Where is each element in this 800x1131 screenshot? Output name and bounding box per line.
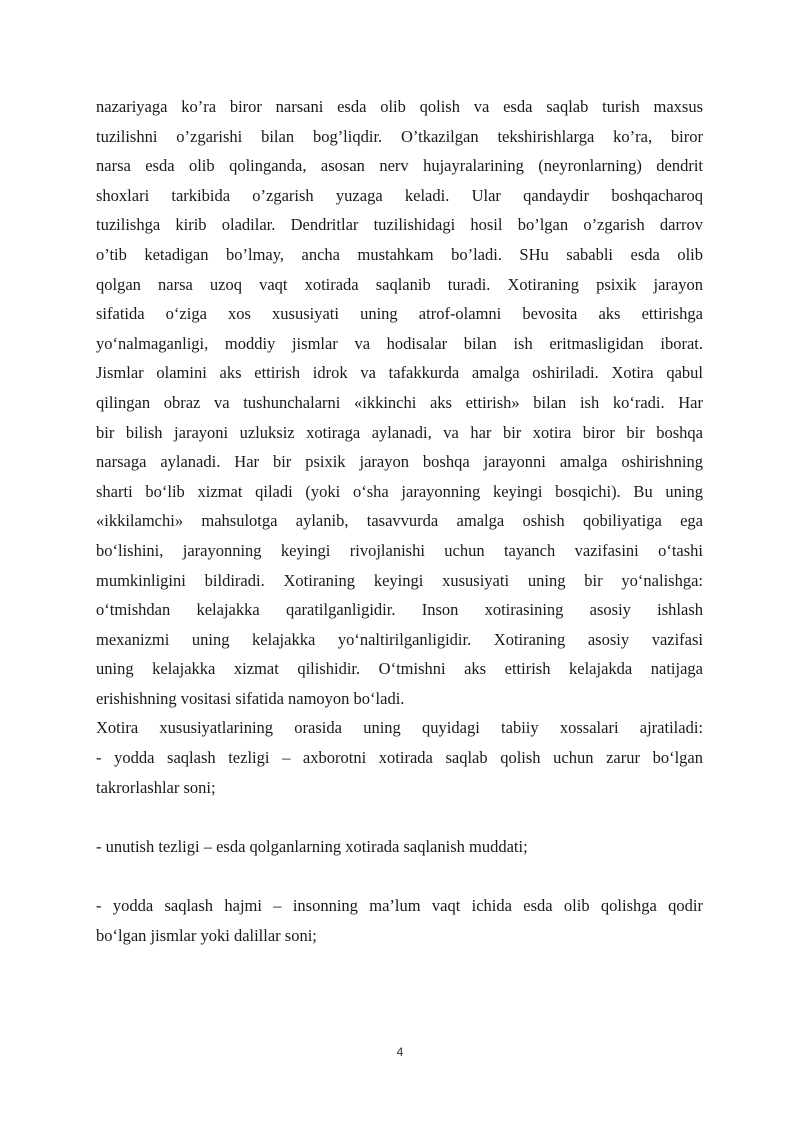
page-number: 4	[396, 1045, 404, 1059]
text-line: tuzilishni o’zgarishi bilan bog’liqdir. O’tkazilgan tekshirishlarga ko’ra, biror	[96, 126, 703, 146]
text-line: shoxlari tarkibida o’zgarish yuzaga keladi. Ular qandaydir boshqacharoq	[96, 185, 703, 205]
list-item-line: - yodda saqlash hajmi – insonning ma’lum vaqt ichida esda olib qolishga qodir	[96, 896, 703, 916]
text-line: o’tib ketadigan bo’lmay, ancha mustahkam bo’ladi. SHu sababli esda olib	[96, 244, 703, 264]
text-line: bo‘lishini, jarayonning keyingi rivojlanishi uchun tayanch vazifasini o‘tashi	[96, 540, 703, 560]
text-line: mexanizmi uning kelajakka yo‘naltirilganligidir. Xotiraning asosiy vazifasi	[96, 629, 703, 649]
text-line: uning kelajakka xizmat qilishidir. O‘tmishni aks ettirish kelajakda natijaga	[96, 659, 703, 679]
text-line: qolgan narsa uzoq vaqt xotirada saqlanib turadi. Xotiraning psixik jarayon	[96, 274, 703, 294]
spacer	[96, 802, 703, 832]
text-line: qilingan obraz va tushunchalarni «ikkinchi aks ettirish» bilan ish ko‘radi. Har	[96, 392, 703, 412]
spacer	[96, 861, 703, 891]
text-line: sifatida o‘ziga xos xususiyati uning atrof-olamni bevosita aks ettirishga	[96, 304, 703, 324]
text-line: tuzilishga kirib oladilar. Dendritlar tuzilishidagi hosil bo’lgan o’zgarish darrov	[96, 215, 703, 235]
text-line: bir bilish jarayoni uzluksiz xotiraga aylanadi, va har bir xotira biror bir boshqa	[96, 422, 703, 442]
list-item-line: takrorlashlar soni;	[96, 777, 216, 797]
text-line: mumkinligini bildiradi. Xotiraning keyingi xususiyati uning bir yo‘nalishga:	[96, 570, 703, 590]
text-line: narsa esda olib qolinganda, asosan nerv hujayralarining (neyronlarning) dendrit	[96, 156, 703, 176]
list-item-line: bo‘lgan jismlar yoki dalillar soni;	[96, 925, 317, 945]
text-line: narsaga aylanadi. Har bir psixik jarayon boshqa jarayonni amalga oshirishning	[96, 452, 703, 472]
text-line: erishishning vositasi sifatida namoyon bo‘ladi.	[96, 688, 405, 708]
text-line: yo‘nalmaganligi, moddiy jismlar va hodisalar bilan ish eritmasligidan iborat.	[96, 333, 703, 353]
text-line: Jismlar olamini aks ettirish idrok va tafakkurda amalga oshiriladi. Xotira qabul	[96, 363, 703, 383]
text-line: o‘tmishdan kelajakka qaratilganligidir. Inson xotirasining asosiy ishlash	[96, 600, 703, 620]
text-line: nazariyaga ko’ra biror narsani esda olib qolish va esda saqlab turish maxsus	[96, 97, 703, 116]
text-line: «ikkilamchi» mahsulotga aylanib, tasavvurda amalga oshish qobiliyatiga ega	[96, 511, 703, 531]
text-line: Xotira xususiyatlarining orasida uning quyidagi tabiiy xossalari ajratiladi:	[96, 718, 703, 738]
body-text	[96, 92, 703, 950]
text-line: sharti bo‘lib xizmat qiladi (yoki o‘sha jarayonning keyingi bosqichi). Bu uning	[96, 481, 703, 501]
list-item-line: - yodda saqlash tezligi – axborotni xotirada saqlab qolish uchun zarur bo‘lgan	[96, 748, 703, 768]
list-item-line: - unutish tezligi – esda qolganlarning xotirada saqlanish muddati;	[96, 836, 528, 856]
